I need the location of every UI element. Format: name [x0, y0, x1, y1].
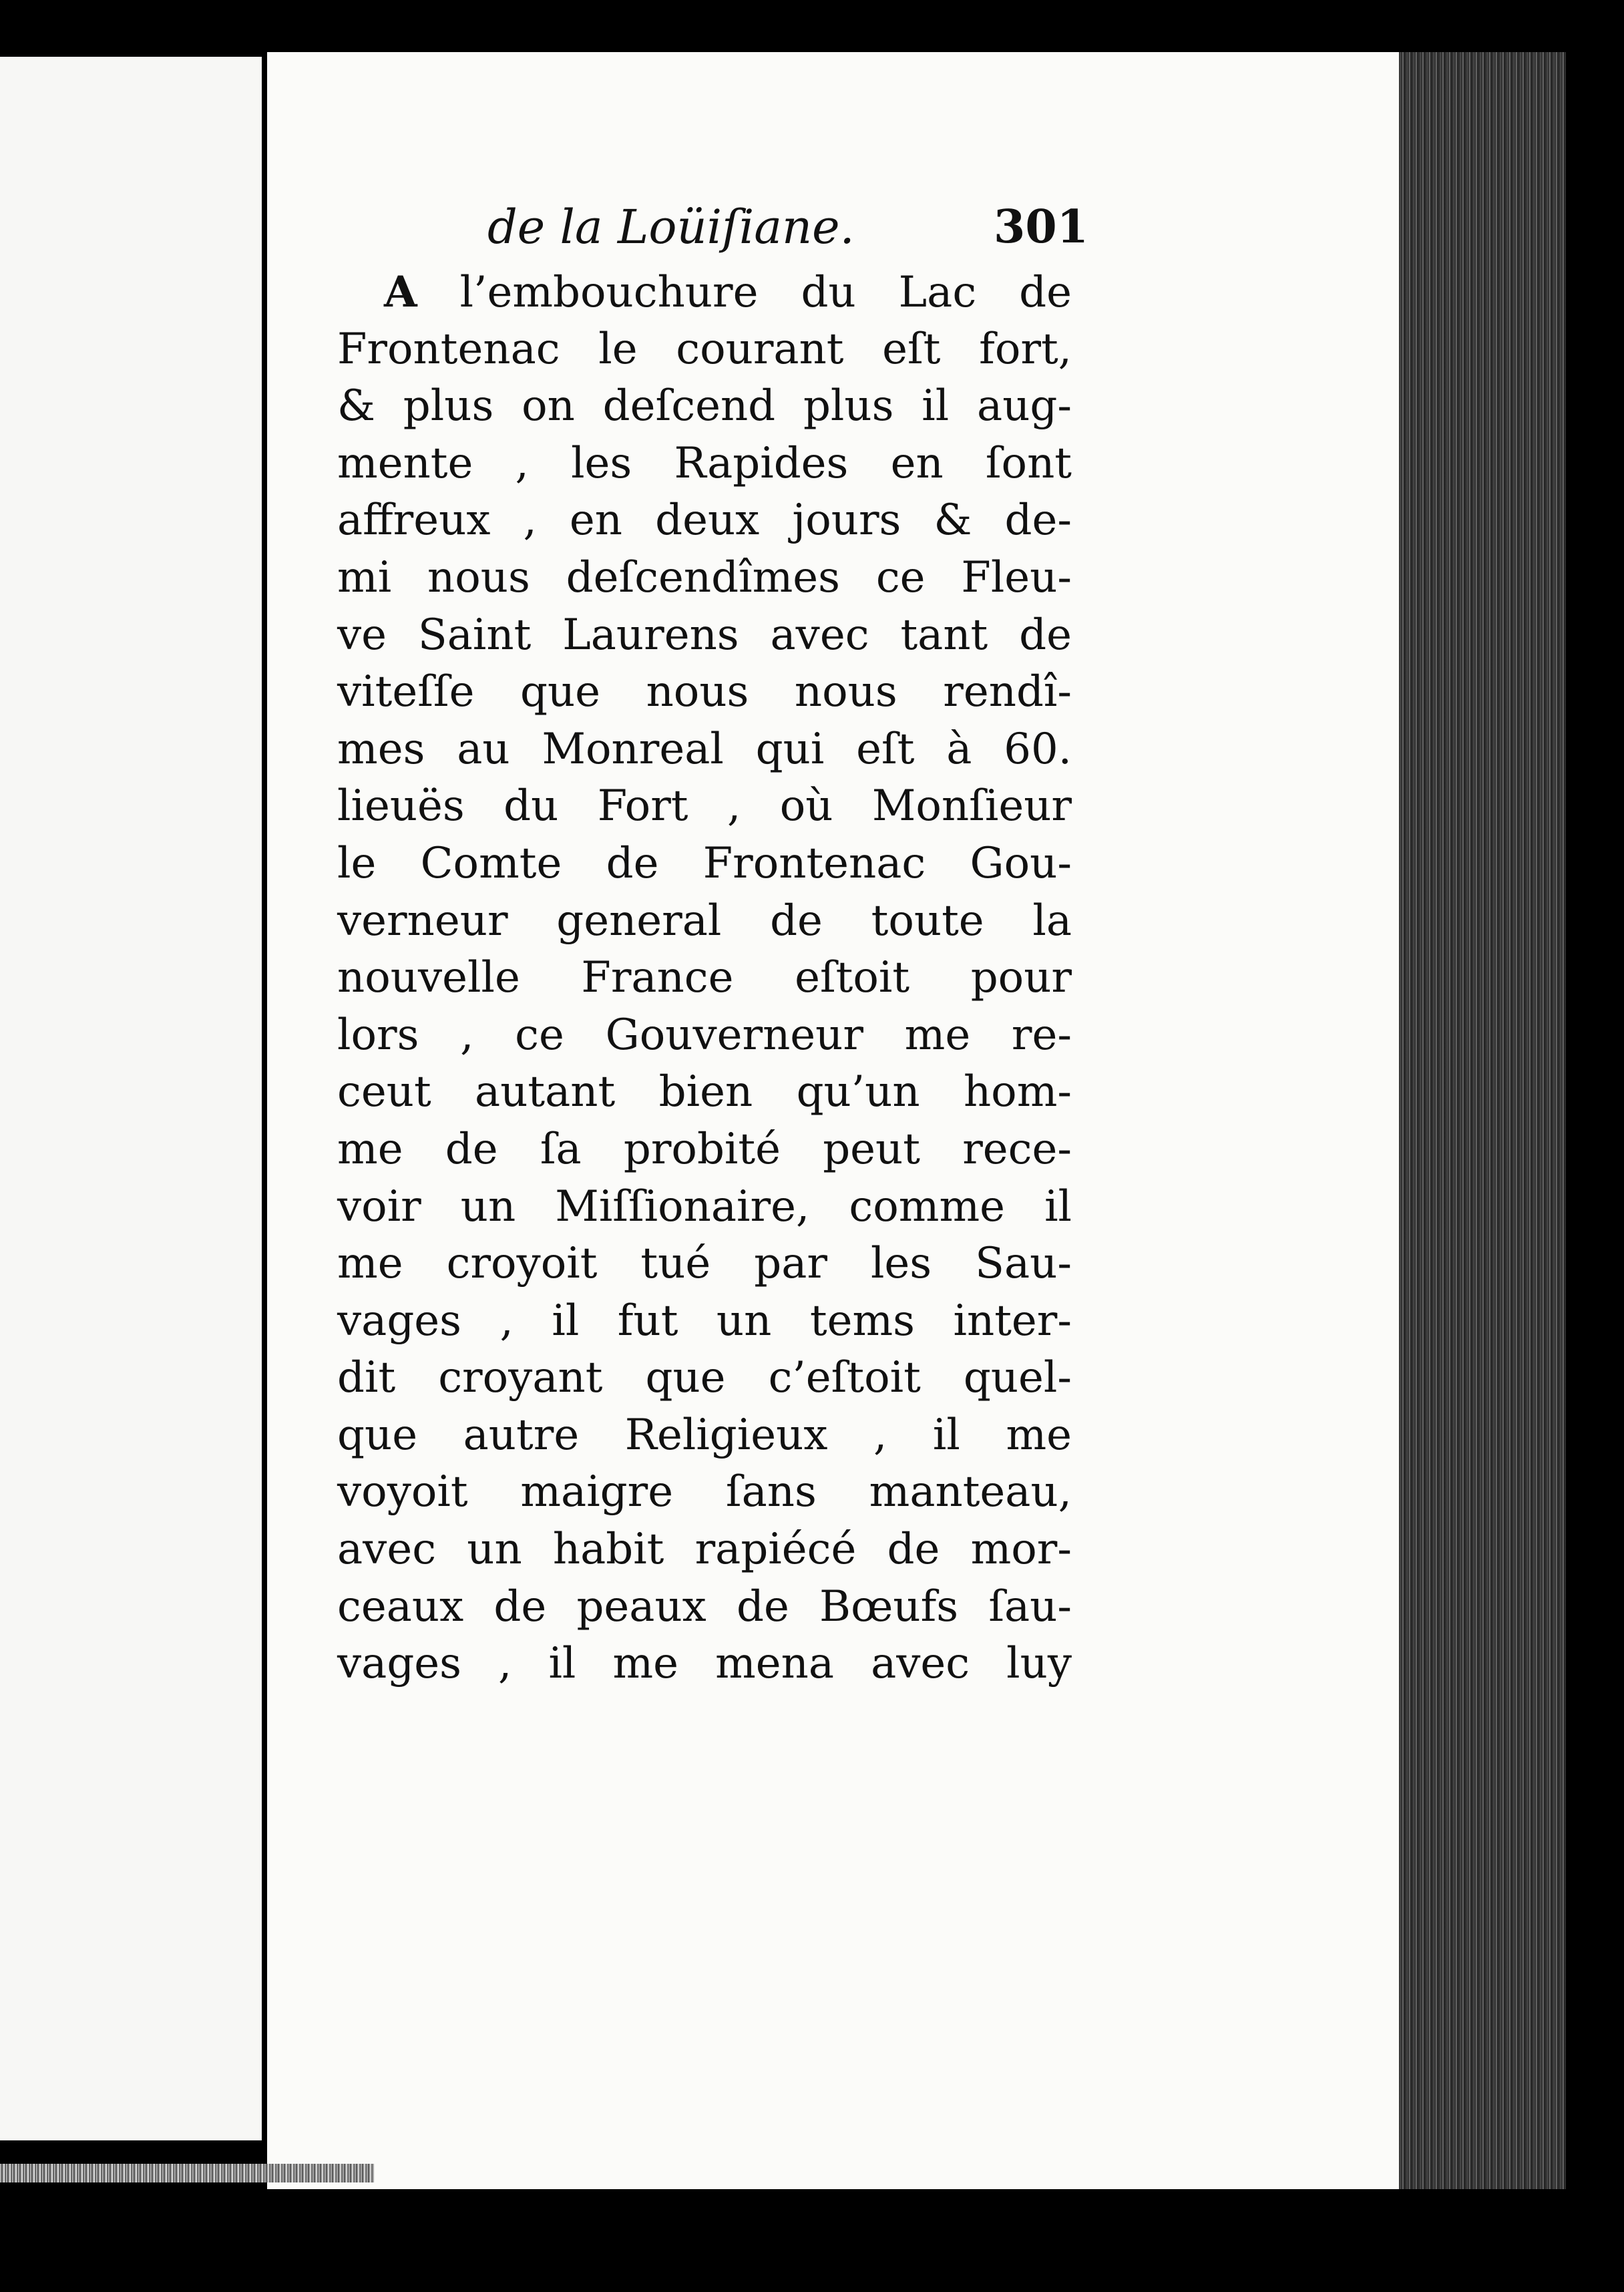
text-line: ceut autant bien qu’un hom-: [337, 1067, 1072, 1117]
text-line: avec un habit rapiécé de mor-: [337, 1525, 1072, 1575]
running-title: de la Loüiſiane.: [487, 200, 855, 254]
text-line: mi nous deſcendîmes ce Fleu-: [337, 552, 1072, 602]
running-head: [487, 194, 1088, 260]
text-line: me croyoit tué par les Sau-: [337, 1239, 1072, 1289]
text-line: dit croyant que c’eſtoit quel-: [337, 1353, 1072, 1403]
initial-letter: A: [384, 267, 417, 317]
text-line: me de ſa probité peut rece-: [337, 1124, 1072, 1174]
text-line: vages , il fut un tems inter-: [337, 1296, 1072, 1346]
text-line: mes au Monreal qui eſt à 60.: [337, 724, 1072, 774]
text-line: viteſſe que nous nous rendî-: [337, 667, 1072, 717]
text-line: lieuës du Fort , où Monſieur: [337, 781, 1072, 831]
first-line-text: l’embouchure du Lac de: [417, 268, 1072, 317]
text-line: vages , il me mena avec luy: [337, 1639, 1072, 1689]
text-line: lors , ce Gouverneur me re-: [337, 1010, 1072, 1060]
main-text: [337, 264, 1072, 1693]
text-line: mente , les Rapides en ſont: [337, 438, 1072, 488]
text-line: voir un Miſſionaire, comme il: [337, 1181, 1072, 1231]
page-number: 301: [994, 200, 1088, 254]
text-line: Frontenac le courant eſt fort,: [337, 324, 1072, 374]
text-line: le Comte de Frontenac Gou-: [337, 838, 1072, 888]
page-edges: [1399, 52, 1566, 2189]
text-line: nouvelle France eſtoit pour: [337, 953, 1072, 1003]
text-line: [337, 264, 1072, 321]
book-binding-edge: [0, 2164, 374, 2182]
text-line: affreux , en deux jours & de-: [337, 496, 1072, 546]
text-line: & plus on deſcend plus il aug-: [337, 381, 1072, 431]
left-page: [0, 57, 262, 2140]
text-line: ve Saint Laurens avec tant de: [337, 610, 1072, 660]
text-line: verneur general de toute la: [337, 896, 1072, 946]
text-line: voyoit maigre ſans manteau,: [337, 1467, 1072, 1517]
text-line: que autre Religieux , il me: [337, 1410, 1072, 1460]
text-line: ceaux de peaux de Bœufs ſau-: [337, 1581, 1072, 1632]
